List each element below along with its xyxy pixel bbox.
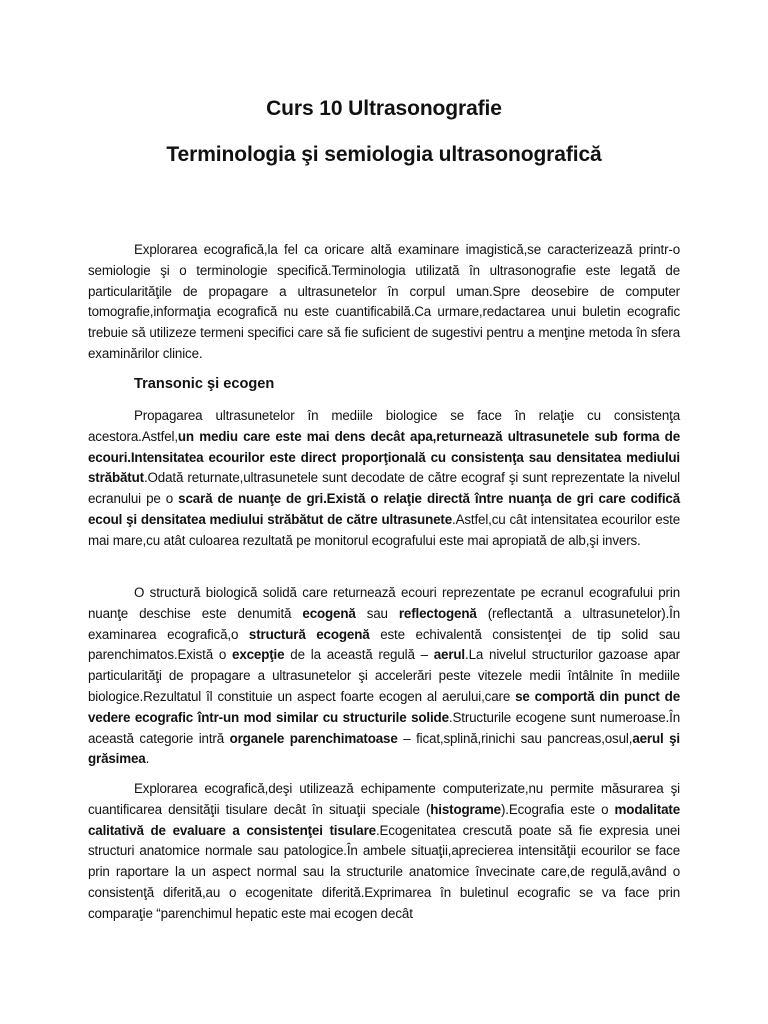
p4-text-3: .Ecogenitatea crescută poate să fie expresia unei structuri anatomice normale sau patologice.În ambele situaţii,aprecierea intensităţii ecourilor se face prin raportare la un aspect normal sau la structurile anatomice învecinate care,de regulă,având o consistenţă diferită,au o ecogenitate diferită.Exprimarea în buletinul ecografic se va face prin comparaţie “parenchimul hepatic este mai ecogen decât	[88, 822, 680, 921]
p3-text-4: este echivalentă consistenţei de tip solid sau parenchimatos.Există o	[88, 626, 680, 663]
paragraph-ecogen	[88, 583, 680, 770]
p4-text-1: Explorarea ecografică,deşi utilizează echipamente computerizate,nu permite măsurarea şi cuantificarea densităţii tisulare decât în situaţii speciale (	[88, 781, 680, 817]
p4-text-2: ).Ecografia este o	[500, 801, 615, 817]
paragraph-quantification	[88, 779, 680, 925]
p3-bold-5: aerul	[433, 647, 466, 663]
p2-text-2: .Odată returnate,ultrasunetele sunt decodate de către ecograf şi sunt reprezentate la nivelul ecranului pe o	[88, 470, 680, 507]
paragraph-propagation	[88, 406, 680, 552]
p3-bold-2: reflectogenă	[398, 605, 477, 621]
p2-text-1: Propagarea ultrasunetelor în mediile biologice se face în relaţie cu consistenţa acestora.Astfel,	[88, 408, 680, 444]
p3-text-3: (reflectantă a ultrasunetelor).În examinarea ecografică,o	[88, 605, 681, 642]
document-subtitle: Terminologia şi semiologia ultrasonografică	[166, 143, 602, 166]
p3-bold-6: se comportă din punct de vedere ecografic într-un mod similar cu structurile solide	[88, 688, 681, 725]
p3-bold-3: structură ecogenă	[248, 626, 370, 642]
p3-text-7: .Structurile ecogene sunt numeroase.În această categorie intră	[88, 709, 680, 746]
p3-text-2: sau	[355, 605, 399, 621]
p3-text-5: de la această regulă –	[284, 647, 434, 663]
p3-text-9: .	[145, 751, 150, 767]
p3-text-1: O structură biologică solidă care returnează ecouri reprezentate pe ecranul ecografului prin nuanţe deschise este denumită	[88, 585, 680, 621]
p4-bold-2: modalitate calitativă de evaluare a consistenţei tisulare	[88, 801, 680, 838]
p2-bold-2: scară de nuanţe de gri.Există o relaţie directă între nuanţa de gri care codifică ecoul şi densitatea mediului străbătut de către ultrasunete	[88, 491, 680, 527]
p3-bold-1: ecogenă	[302, 605, 356, 621]
p1-text: Explorarea ecografică,la fel ca oricare altă examinare imagistică,se caracterizează printr-o semiologie şi o terminologie specifică.Terminologia utilizată în ultrasonografie este legată de particularităţile de propagare a ultrasunetelor în corpul uman.Spre deosebire de computer tomografie,informaţia ecografică nu este cuantificabilă.Ca urmare,redactarea unui buletin ecografic trebuie să utilizeze termeni specifici care să fie suficient de sugestivi pentru a menţine metoda în sfera examinărilor clinice.	[88, 242, 680, 361]
paragraph-intro	[88, 240, 680, 365]
p3-text-8: – ficat,splină,rinichi sau pancreas,osul,	[397, 730, 633, 746]
p4-bold-1: histograme	[430, 801, 501, 817]
document-title: Curs 10 Ultrasonografie	[266, 97, 502, 120]
p2-text-3: .Astfel,cu cât intensitatea ecourilor este mai mare,cu atât culoarea rezultată pe monitorul ecografului este mai apropiată de alb,şi invers.	[88, 511, 680, 548]
p2-bold-1: un mediu care este mai dens decât apa,returnează ultrasunetele sub forma de ecouri.Intensitatea ecourilor este direct proporţională cu consistenţa sau densitatea mediului străbătut	[88, 428, 680, 486]
p3-bold-4: excepţie	[232, 647, 285, 663]
p3-bold-8: aerul şi grăsimea	[88, 730, 680, 767]
p3-text-6: .La nivelul structurilor gazoase apar particularităţi de propagare a ultrasunetelor şi accelerări peste vitezele medii întâlnite în mediile biologice.Rezultatul îl constituie un aspect foarte ecogen al aerului,care	[88, 647, 680, 704]
p3-bold-7: organele parenchimatoase	[229, 730, 398, 746]
section-heading: Transonic şi ecogen	[134, 376, 275, 392]
